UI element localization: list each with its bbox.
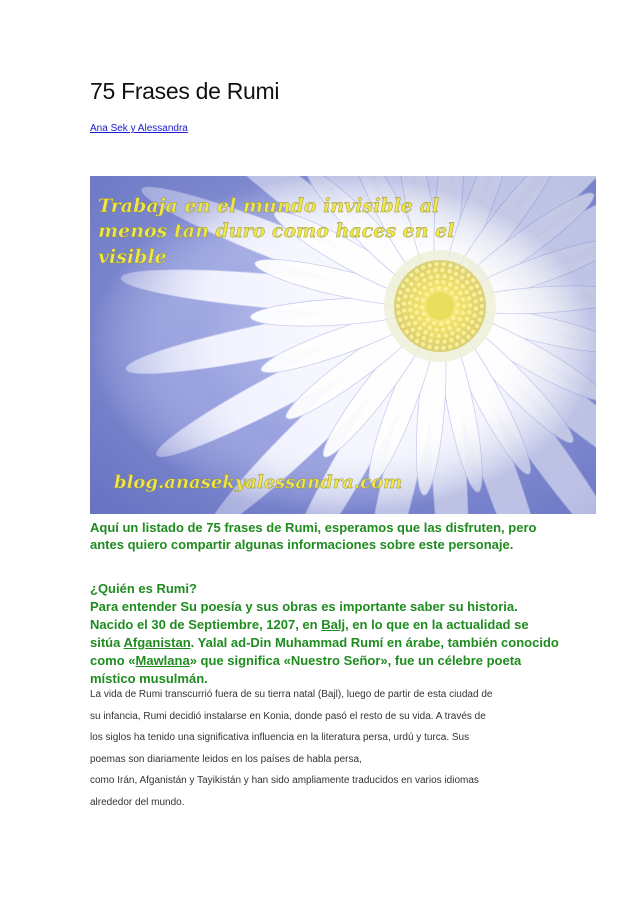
mawlana-link[interactable]: Mawlana [135, 653, 190, 668]
bio-line-5: como Irán, Afganistán y Tayikistán y han sido ampliamente traducidos en varios idiomas [90, 775, 479, 787]
bio-line-4: poemas son diariamente leidos en los países de habla persa, [90, 753, 362, 765]
history-text-2: , en lo que en la actualidad se sitúa [90, 617, 529, 650]
bio-line-1: La vida de Rumi transcurrió fuera de su tierra natal (Bajl), luego de partir de esta ciudad de [90, 689, 493, 700]
afganistan-link[interactable]: Afganistan [123, 635, 191, 650]
quote-line-1: Trabaja en el mundo invisible al [98, 195, 440, 217]
intro-paragraph: Aquí un listado de 75 frases de Rumi, esperamos que las disfruten, pero antes quiero compartir algunas informaciones sobre este personaje. [90, 520, 537, 552]
author-link[interactable]: Ana Sek y Alessandra [90, 123, 188, 134]
balj-link[interactable]: Balj [321, 617, 346, 632]
quote-line-2: menos tan duro como haces en el [98, 220, 455, 242]
page-title: 75 Frases de Rumi [90, 78, 280, 104]
history-text-1: Para entender Su poesía y sus obras es importante saber su historia. Nacido el 30 de Septiembre, 1207, en [90, 599, 518, 632]
history-text-4: » que significa «Nuestro Señor», fue un célebre poeta místico musulmán. [90, 653, 522, 686]
biography-paragraph [90, 684, 560, 814]
who-is-rumi-section [90, 580, 560, 688]
bio-line-2: su infancia, Rumi decidió instalarse en Konia, donde pasó el resto de su vida. A través de [90, 710, 486, 722]
daisy-flower-image [90, 176, 596, 514]
hero-image [90, 176, 596, 514]
history-text-3: . Yalal ad-Din Muhammad Rumí en árabe, también conocido como « [90, 635, 559, 668]
quote-line-3: visible [98, 246, 167, 268]
bio-line-6: alrededor del mundo. [90, 796, 185, 808]
watermark-text: blog.anasekyalessandra.com [114, 472, 403, 493]
bio-line-3: los siglos ha tenido una significativa influencia en la literatura persa, urdú y turca. Sus [90, 732, 470, 744]
section-heading: ¿Quién es Rumi? [90, 581, 197, 596]
